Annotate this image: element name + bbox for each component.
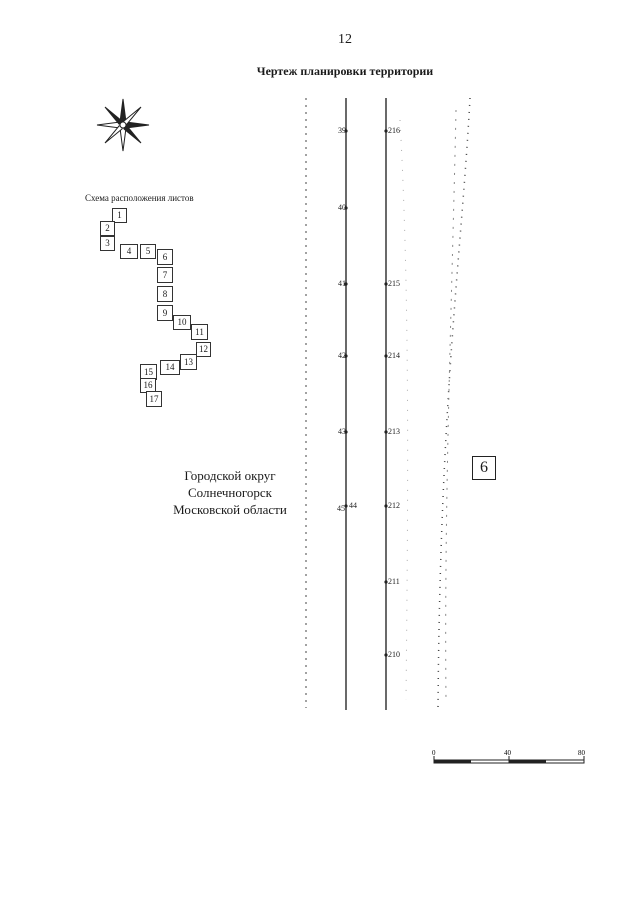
label-215: 215 xyxy=(388,279,400,288)
sheet-box-17: 17 xyxy=(146,391,162,407)
sheet-box-6: 6 xyxy=(157,249,173,265)
right-boundary-dotted xyxy=(438,98,470,710)
label-43: 43 xyxy=(338,427,346,436)
sheet-box-3: 3 xyxy=(100,236,115,251)
drawing-title: Чертеж планировки территории xyxy=(256,64,434,78)
sheet-scheme-title: Схема расположения листов xyxy=(85,193,194,203)
label-45: 45 xyxy=(337,504,345,513)
label-213: 213 xyxy=(388,427,400,436)
sheet-box-9: 9 xyxy=(157,305,173,321)
sheet-box-11: 11 xyxy=(191,324,208,340)
sheet-box-10: 10 xyxy=(173,315,191,330)
sheet-box-2: 2 xyxy=(100,221,115,236)
district-line-3: Московской области xyxy=(173,502,287,517)
sheet-box-7: 7 xyxy=(157,267,173,283)
sheet-box-12: 12 xyxy=(196,342,211,357)
sheet-box-16: 16 xyxy=(140,378,156,393)
sheet-box-1: 1 xyxy=(112,208,127,223)
sheet-box-5: 5 xyxy=(140,244,156,259)
label-211: 211 xyxy=(388,577,400,586)
label-41: 41 xyxy=(338,279,346,288)
sheet-number-tag: 6 xyxy=(472,456,496,480)
sheet-box-4: 4 xyxy=(120,244,138,259)
label-216: 216 xyxy=(388,126,400,135)
sheet-box-15: 15 xyxy=(140,364,157,380)
speckle-strip xyxy=(400,120,408,700)
label-212: 212 xyxy=(388,501,400,510)
scale-start: 0 xyxy=(432,749,436,757)
scale-mid: 40 xyxy=(504,749,511,757)
label-39: 39 xyxy=(338,126,346,135)
label-210: 210 xyxy=(388,650,400,659)
label-42: 42 xyxy=(338,351,346,360)
label-44: 44 xyxy=(349,501,357,510)
district-line-1: Городской округ xyxy=(184,468,276,483)
scale-bar xyxy=(430,748,590,770)
sheet-box-13: 13 xyxy=(180,354,197,370)
scale-end: 80 xyxy=(578,749,585,757)
label-214: 214 xyxy=(388,351,400,360)
page-number: 12 xyxy=(338,32,352,47)
district-line-2: Солнечногорск xyxy=(188,485,272,500)
sheet-box-14: 14 xyxy=(160,360,180,375)
label-40: 40 xyxy=(338,203,346,212)
sheet-box-8: 8 xyxy=(157,286,173,302)
